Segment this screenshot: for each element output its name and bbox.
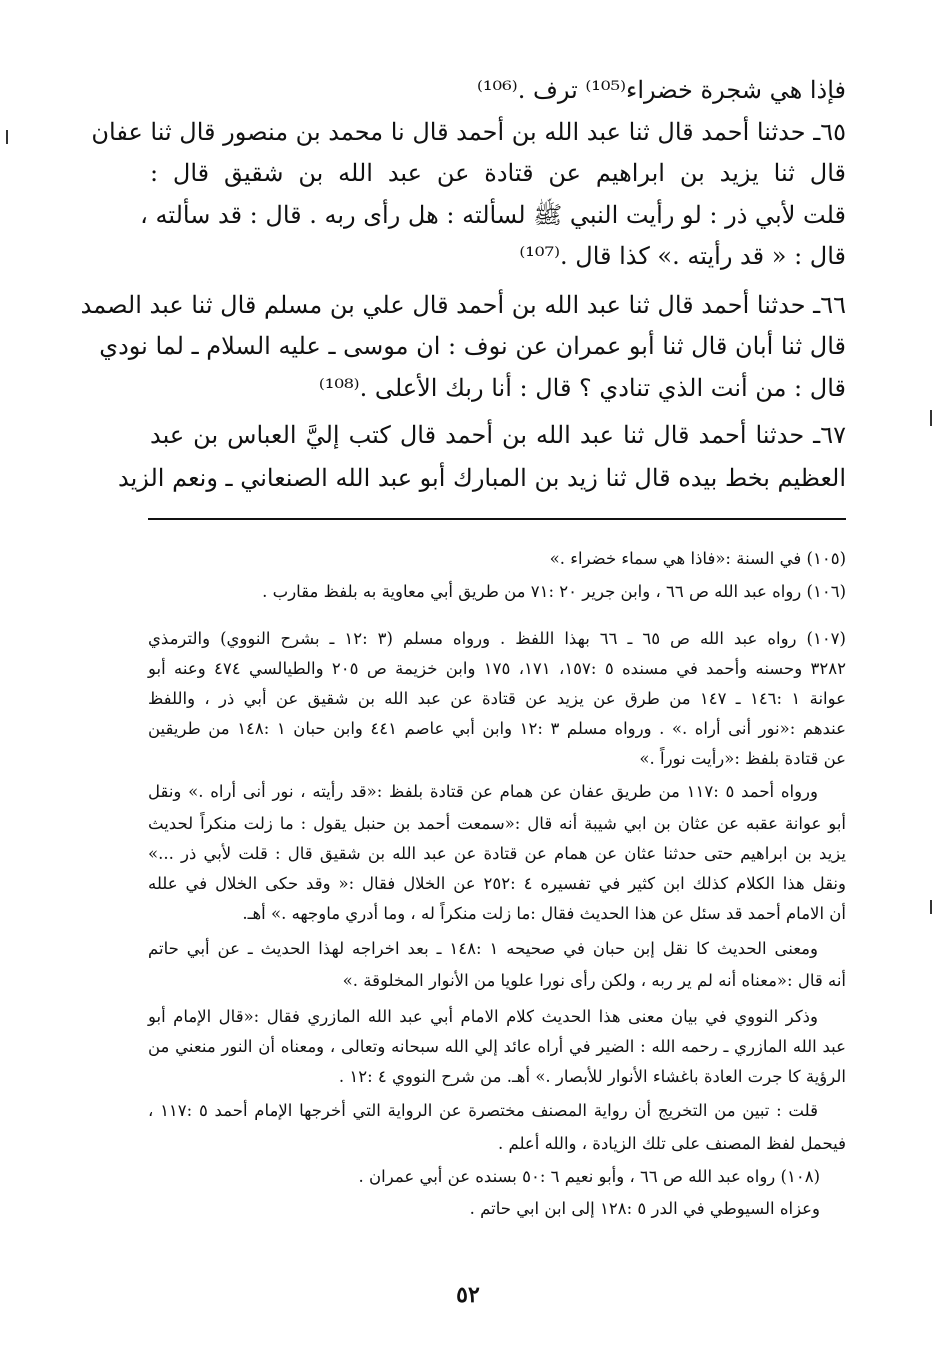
- text-line: قلت لأبي ذر : لو رأيت النبي ﷺ لسألته : هل رأى ربه . قال : قد سألته ،: [140, 201, 846, 229]
- footnote-line: يزيد بن ابراهيم حتى حدثنا عثان عن همام عن قتادة عن عبد الله بن شقيق قال : قلت لأبي ذر ...»: [148, 844, 846, 863]
- footnote-line: أنه قال :«معناه أنه لم ير ربه ، ولكن رأى نورا علويا من الأنوار المخلوقة .»: [342, 971, 846, 990]
- footnote-line: وعزاه السيوطي في الدر ٥ :١٢٨ إلى ابن ابي حاتم .: [469, 1199, 820, 1218]
- footnote-line: الرؤية كا جرت العادة باغشاء الأنوار للأبصار .» أهـ. من شرح النووي ٤ :١٢ .: [338, 1067, 846, 1086]
- page-number: ٥٢: [456, 1282, 480, 1308]
- text-line: فإذا هي شجرة خضراء⁽¹⁰⁵⁾ ترف .⁽¹⁰⁶⁾: [477, 76, 846, 104]
- footnote-line: عندهم :«نور أنى أراه .» . ورواه مسلم ٣ :١٢ وابن أبي عاصم ٤٤١ وابن حبان ١ :١٤٨ من طريقين: [148, 719, 847, 738]
- footnote-line: عن قتادة بلفظ :«رأيت نوراً .»: [639, 749, 846, 768]
- text-line: قال : من أنت الذي تنادي ؟ قال : أنا ربك الأعلى .⁽¹⁰⁸⁾: [318, 374, 846, 402]
- text-line: قال ثنا يزيد بن ابراهيم عن قتادة عن عبد الله بن شقيق قال :: [150, 159, 846, 187]
- text-line: قال : « قد رأيته .» كذا قال .⁽¹⁰⁷⁾: [519, 242, 846, 270]
- narration-66-line-1: ٦٦ـ حدثنا أحمد قال ثنا عبد الله بن أحمد قال علي بن مسلم قال ثنا عبد الصمد: [80, 291, 846, 319]
- footnote-line: أن الامام أحمد قد سئل عن هذا الحديث فقال :ما زلت منكراً له ، وما أدري ماوجهه .» أهـ.: [242, 904, 846, 923]
- footnote-separator: [148, 518, 846, 520]
- footnote-line: أبو عوانة عقبه عن عثان بن ابي شيبة أنه قال :«سمعت أحمد بن حنبل يقول : ما زلت منكراً لحديث: [148, 814, 846, 833]
- narration-65-line-1: ٦٥ـ حدثنا أحمد قال ثنا عبد الله بن أحمد قال نا محمد بن منصور قال ثنا عفان: [91, 118, 846, 146]
- narration-67-line-1: ٦٧ـ حدثنا أحمد قال ثنا عبد الله بن أحمد قال كتب إليَّ العباس بن عبد: [150, 421, 846, 449]
- footnote-line: وذكر النووي في بيان معنى هذا الحديث كلام الامام أبي عبد الله المازري فقال :«قال الإمام أبو: [148, 1007, 818, 1026]
- footnote-line: عوانة ١ :١٤٦ ـ ١٤٧ من طرق عن يزيد عن قتادة عن عبد الله بن شقيق عن أبي ذر ، واللفظ: [148, 689, 846, 708]
- text-line: العظيم بخط بيده قال ثنا زيد بن المبارك أبو عبد الله الصنعاني ـ ونعم الزيد: [117, 464, 846, 492]
- scan-mark: [930, 410, 932, 426]
- footnote-108: (١٠٨) رواه عبد الله ص ٦٦ ، وأبو نعيم ٦ :٥٠ بسنده عن أبي عمران .: [358, 1167, 820, 1186]
- footnote-line: قلت : تبين من التخريج أن رواية المصنف مختصرة عن الرواية التي أخرجها الإمام أحمد ٥ :١١٧ ،: [148, 1101, 818, 1120]
- scan-mark: [6, 130, 8, 144]
- footnote-line: عبد الله المازري ـ رحمه الله : الضير في أراه عائد إلي الله سبحانه وتعالى ، ومعناه أن النور منعني من: [148, 1037, 846, 1056]
- footnote-105: (١٠٥) في السنة :«فاذا هي سماء خضراء .»: [549, 549, 846, 568]
- scan-mark: [930, 900, 932, 914]
- footnote-line: ونقل هذا الكلام كذلك ابن كثير في تفسيره ٤ :٢٥٢ عن الخلال فقال :« وقد حكى الخلال في علله: [148, 874, 846, 893]
- footnote-line: ورواه أحمد ٥ :١١٧ من طريق عفان عن همام عن قتادة بلفظ :«قد رأيته ، نور أنى أراه .» ونقل: [148, 782, 818, 801]
- footnote-line: ٣٢٨٢ وحسنه وأحمد في مسنده ٥ :١٥٧، ١٧١، ١٧٥ وابن خزيمة ص ٢٠٥ والطيالسي ٤٧٤ وعنه أبو: [148, 659, 846, 678]
- footnote-line: ومعنى الحديث كا نقل إبن حبان في صحيحه ١ :١٤٨ ـ بعد اخراجه لهذا الحديث ـ عن أبي حاتم: [148, 939, 818, 958]
- footnote-106: (١٠٦) رواه عبد الله ص ٦٦ ، وابن جرير ٢٠ :٧١ من طريق أبي معاوية به بلفظ مقارب .: [262, 582, 846, 601]
- footnote-107: (١٠٧) رواه عبد الله ص ٦٥ ـ ٦٦ بهذا اللفظ . ورواه مسلم (٣ :١٢ ـ بشرح النووي) والترمذي: [148, 629, 846, 648]
- footnote-line: فيحمل لفظ المصنف على تلك الزيادة ، والله أعلم .: [498, 1134, 846, 1153]
- text-line: قال ثنا أبان قال ثنا أبو عمران عن نوف : ان موسى ـ عليه السلام ـ لما نودي: [99, 332, 846, 360]
